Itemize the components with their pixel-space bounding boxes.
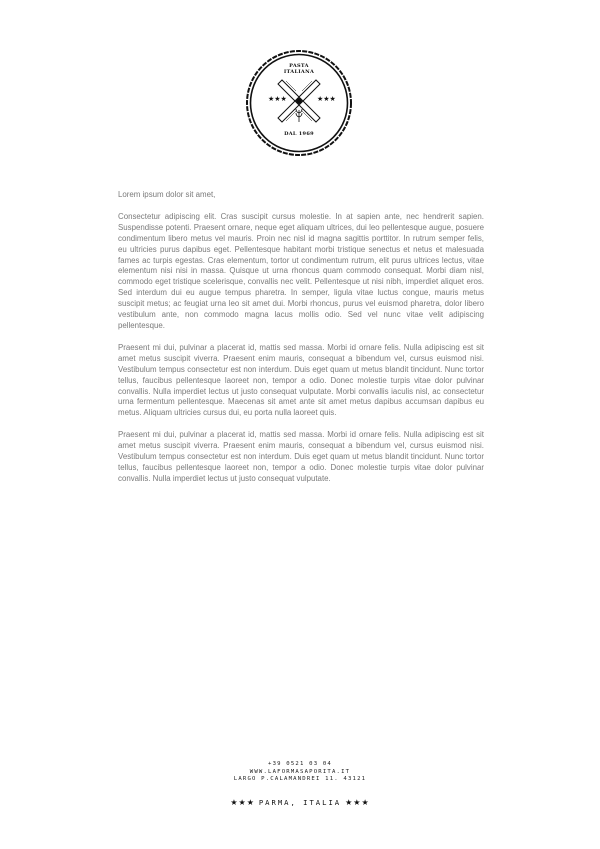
- logo-since-text: DAL 1969: [284, 131, 314, 137]
- footer-website: WWW.LAFORMASAPORITA.IT: [249, 768, 351, 775]
- logo-italiana-text: ITALIANA: [283, 69, 315, 75]
- footer-address: LARGO P.CALAMANDREI 11. 43121: [233, 776, 367, 783]
- footer-stars-left-icon: ★★★: [230, 797, 255, 807]
- letter-body: [118, 190, 484, 496]
- footer-contact: [0, 761, 600, 807]
- paragraph: Praesent mi dui, pulvinar a placerat id, mattis sed massa. Morbi id ornare felis. Nulla adipiscing est sit amet metus suscipit viverra. Praesent enim mauris, consequat a bibendum vel, cursus euismod nisi. Vestibulum tempus consectetur est non interdum. Duis eget quam ut metus blandit tincidunt. Nunc tortor tellus, faucibus pellentesque laoreet non, tempor a odio. Donec molestie turpis vitae dolor pulvinar convallis. Nulla imperdiet lectus ut justo consequat vulputate. Morbi convallis iaculis nisl, ac consectetur urna fermentum pellentesque. Maecenas sit amet ante sit amet metus dapibus accumsan dapibus eu metus. Aliquam ultricies cursus dui, eu porta nulla laoreet quis.: [118, 342, 484, 418]
- logo-pasta-text: PASTA: [289, 63, 309, 69]
- windmill-emblem-icon: [244, 48, 354, 158]
- footer-phone: +39 0521 03 04: [268, 761, 332, 767]
- paragraph: Praesent mi dui, pulvinar a placerat id, mattis sed massa. Morbi id ornare felis. Nulla adipiscing est sit amet metus suscipit viverra. Praesent enim mauris, consequat a bibendum vel, cursus euismod nisi. Vestibulum tempus consectetur est non interdum. Duis eget quam ut metus blandit tincidunt. Nunc tortor tellus, faucibus pellentesque laoreet non, tempor a odio. Donec molestie turpis vitae dolor pulvinar convallis. Nulla imperdiet lectus ut justo consequat vulputate.: [118, 430, 484, 483]
- paragraph: Consectetur adipiscing elit. Cras suscipit cursus molestie. In at sapien ante, nec hendrerit sapien. Suspendisse potenti. Praesent ornare, neque eget aliquam ultrices, dui leo pellentesque augue, posuere condimentum libero metus vel mauris. Proin nec nisl id magna sagittis porttitor. In rutrum semper felis, eu ultricies purus dapibus eget. Pellentesque habitant morbi tristique senectus et netus et malesuada fames ac turpis egestas. Cras elementum, tortor ut condimentum rutrum, elit purus ultrices lectus, vitae elementum nisi nisi in massa. Quisque ut urna rhoncus quam commodo consequat. Morbi diam nisl, commodo eget tristique scelerisque, convallis nec velit. Pellentesque ut nisi nibh, imperdiet aliquet eros. Sed interdum dui eu augue tempus pharetra. In semper, ligula vitae luctus congue, mauris metus suscipit metus; ac feugiat urna leo sit amet dui. Morbi rhoncus, purus vel euismod pharetra, dolor libero vestibulum ante, non commodo magna lacus mollis odio. Sed vel nunc vitae velit adipiscing pellentesque.: [118, 211, 484, 330]
- footer-stars-right-icon: ★★★: [345, 797, 370, 807]
- brand-logo: [244, 48, 354, 158]
- footer-city-row: [0, 798, 600, 807]
- logo-stars-right: ★★★: [317, 95, 336, 103]
- logo-stars-left: ★★★: [268, 95, 287, 103]
- salutation: Lorem ipsum dolor sit amet,: [118, 190, 216, 199]
- footer-city: PARMA, ITALIA: [258, 797, 342, 807]
